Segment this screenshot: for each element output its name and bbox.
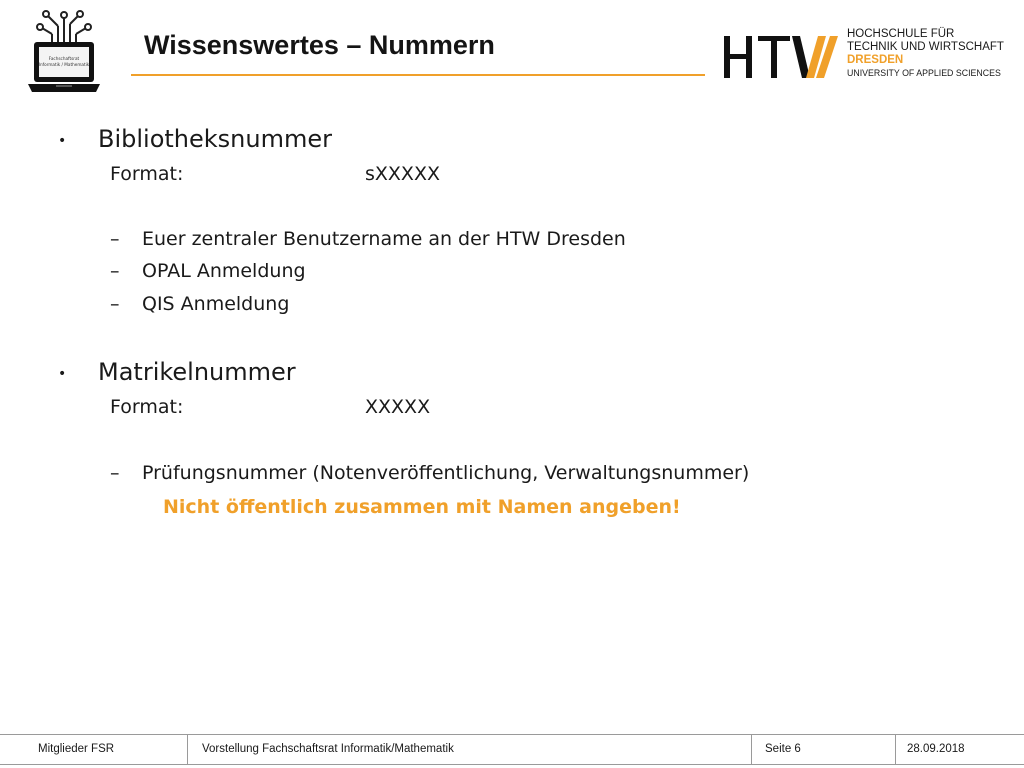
htw-name (847, 28, 1004, 80)
htw-line4: UNIVERSITY OF APPLIED SCIENCES (847, 68, 1001, 78)
list-item (0, 462, 1024, 486)
page-title: Wissenswertes – Nummern (144, 30, 495, 60)
format-value: sXXXXX (365, 163, 440, 185)
list-item (0, 293, 1024, 317)
list-item-text: OPAL Anmeldung (142, 260, 306, 282)
fachschaftsrat-logo (24, 4, 104, 100)
htw-line2: TECHNIK UND WIRTSCHAFT (847, 41, 1004, 53)
section-matrikelnummer (0, 358, 1024, 388)
footer-date: 28.09.2018 (907, 743, 965, 755)
list-item-text: Euer zentraler Benutzername an der HTW Dresden (142, 228, 626, 250)
format-value: XXXXX (365, 396, 431, 418)
bullet-icon: • (58, 133, 67, 149)
section-heading: Matrikelnummer (98, 358, 296, 386)
footer-page-number: Seite 6 (765, 743, 801, 755)
dash-icon: – (110, 462, 120, 484)
list-item-text: QIS Anmeldung (142, 293, 290, 315)
list-item (0, 228, 1024, 252)
htw-line3: DRESDEN (847, 54, 904, 66)
format-label: Format: (110, 396, 184, 418)
htw-wordmark-icon (722, 32, 840, 80)
footer (0, 734, 1024, 768)
list-item (0, 260, 1024, 284)
footer-author: Mitglieder FSR (38, 743, 115, 755)
htw-line1: HOCHSCHULE FÜR (847, 28, 955, 40)
dash-icon: – (110, 293, 120, 315)
dash-icon: – (110, 260, 120, 282)
bullet-icon: • (58, 366, 67, 382)
logo-text-line2: Informatik / Mathematik (38, 62, 90, 67)
footer-divider-bottom (0, 764, 1024, 765)
footer-presentation-title: Vorstellung Fachschaftsrat Informatik/Mathematik (202, 743, 454, 755)
list-item-text: Prüfungsnummer (Notenveröffentlichung, Verwaltungsnummer) (142, 462, 750, 484)
footer-divider-top (0, 734, 1024, 735)
footer-separator (895, 734, 896, 764)
section-heading: Bibliotheksnummer (98, 125, 332, 153)
footer-separator (751, 734, 752, 764)
logo-text-line1: Fachschaftsrat (48, 56, 80, 61)
format-row (0, 396, 1024, 420)
section-bibliotheksnummer (0, 125, 1024, 155)
title-divider (131, 74, 705, 76)
warning-note: Nicht öffentlich zusammen mit Namen angeben! (163, 496, 681, 518)
format-row (0, 163, 1024, 187)
dash-icon: – (110, 228, 120, 250)
format-label: Format: (110, 163, 184, 185)
footer-separator (187, 734, 188, 764)
